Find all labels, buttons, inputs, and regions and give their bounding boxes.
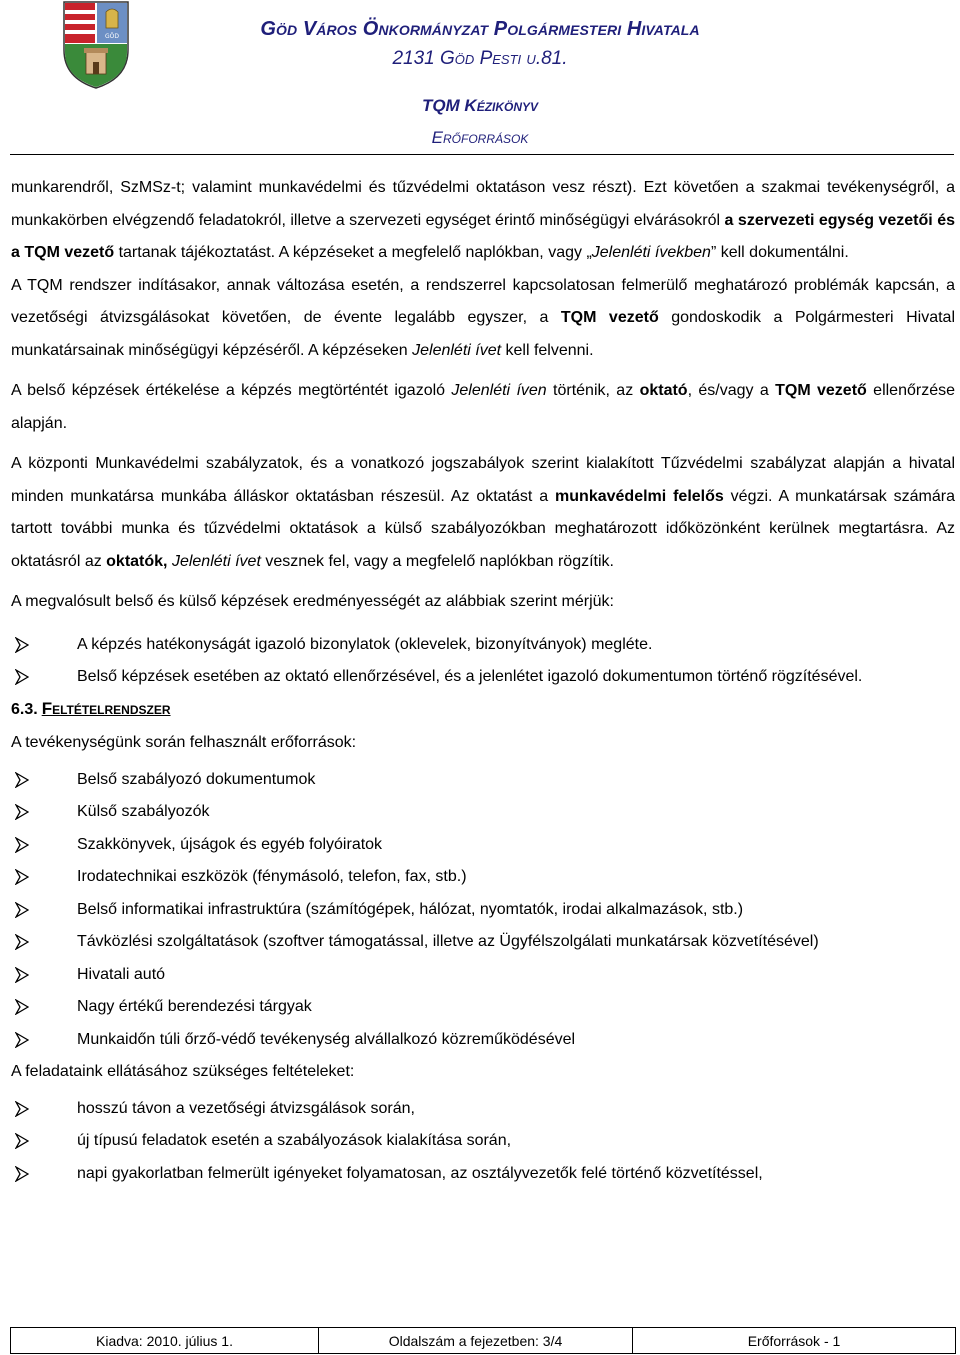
arrow-bullet-icon xyxy=(15,1133,29,1149)
list-item: hosszú távon a vezetőségi átvizsgálások során, xyxy=(11,1093,955,1126)
arrow-bullet-icon xyxy=(15,902,29,918)
arrow-bullet-icon xyxy=(15,999,29,1015)
footer-page-count: Oldalszám a fejezetben: 3/4 xyxy=(319,1328,633,1353)
arrow-bullet-icon xyxy=(15,967,29,983)
list-item: Munkaidőn túli őrző-védő tevékenység alvállalkozó közreműködésével xyxy=(11,1024,955,1057)
arrow-bullet-icon xyxy=(15,837,29,853)
page-body xyxy=(11,172,955,1190)
paragraph-effectiveness: A megvalósult belső és külső képzések eredményességét az alábbiak szerint mérjük: xyxy=(11,593,614,610)
chapter-title: Erőforrások xyxy=(431,128,529,147)
list-item: Külső szabályozók xyxy=(11,796,955,829)
list-item: Távközlési szolgáltatások (szoftver támogatással, illetve az Ügyfélszolgálati munkatársak közvetítésével) xyxy=(11,926,955,959)
arrow-bullet-icon xyxy=(15,637,29,653)
list-item: Belső képzések esetében az oktató ellenőrzésével, és a jelenlétet igazoló dokumentumon történő rögzítésével. xyxy=(11,661,955,693)
arrow-bullet-icon xyxy=(15,934,29,950)
section-title: Feltételrendszer xyxy=(41,699,171,718)
header-divider xyxy=(10,154,954,155)
arrow-bullet-icon xyxy=(15,1101,29,1117)
manual-title: TQM Kézikönyv xyxy=(421,96,539,115)
resources-list xyxy=(11,764,955,1057)
arrow-bullet-icon xyxy=(15,1032,29,1048)
list-item: új típusú feladatok esetén a szabályozások kialakítása során, xyxy=(11,1125,955,1158)
arrow-bullet-icon xyxy=(15,1166,29,1182)
effectiveness-list xyxy=(11,629,955,694)
list-item: Belső informatikai infrastruktúra (számítógépek, hálózat, nyomtatók, irodai alkalmazások, stb.) xyxy=(11,894,955,927)
footer-chapter-page: Erőforrások - 1 xyxy=(747,1332,841,1349)
town-crest-logo xyxy=(62,0,130,90)
arrow-bullet-icon xyxy=(15,669,29,685)
list-item: Hivatali autó xyxy=(11,959,955,992)
conditions-list xyxy=(11,1093,955,1191)
list-item: A képzés hatékonyságát igazoló bizonylatok (oklevelek, bizonyítványok) megléte. xyxy=(11,629,955,662)
list-item: Nagy értékű berendezési tárgyak xyxy=(11,991,955,1024)
list-item: Belső szabályozó dokumentumok xyxy=(11,764,955,797)
arrow-bullet-icon xyxy=(15,869,29,885)
list-item: napi gyakorlatban felmerült igényeket folyamatosan, az osztályvezetők felé történő közvetítéssel, xyxy=(11,1158,955,1191)
page-header xyxy=(0,0,960,160)
organization-name: Göd Város Önkormányzat Polgármesteri Hivatala xyxy=(260,18,700,40)
svg-text:GÖD: GÖD xyxy=(105,33,119,40)
arrow-bullet-icon xyxy=(15,804,29,820)
paragraph-internal-evaluation: A belső képzések értékelése a képzés megtörténtét igazoló Jelenléti íven történik, az oktató, és/vagy a TQM vezető ellenőrzése alapján. xyxy=(11,382,955,432)
list-item: Irodatechnikai eszközök (fénymásoló, telefon, fax, stb.) xyxy=(11,861,955,894)
list-item: Szakkönyvek, újságok és egyéb folyóiratok xyxy=(11,829,955,862)
footer-issue-date: Kiadva: 2010. július 1. xyxy=(11,1328,319,1353)
organization-address: 2131 Göd Pesti u.81. xyxy=(392,48,568,69)
paragraph-tqm-training: A TQM rendszer indításakor, annak változása esetén, a rendszerrel kapcsolatosan felmerülő meghatározó problémák kapcsán, a vezetőségi átvizsgálásokat követően, de évente legalább egyszer, a TQM vezető gondoskodik a Polgármesteri Hivatal munkatársainak minőségügyi képzéséről. A képzéseken Jelenléti ívet kell felvenni. xyxy=(11,276,955,359)
page-footer xyxy=(10,1327,956,1354)
conditions-intro: A feladataink ellátásához szükséges feltételeket: xyxy=(11,1063,355,1080)
section-number: 6.3. xyxy=(11,701,38,718)
paragraph-safety-training: A központi Munkavédelmi szabályzatok, és a vonatkozó jogszabályok szerint kialakított Tűzvédelmi szabályzat alapján a hivatal minden munkatársa munkába álláskor oktatásban részesül. Az oktatást a munkavédelmi felelős végzi. A munkatársak számára tartott további munka és tűzvédelmi oktatások a külső szabályozókban meghatározott időközönként kerülnek megtartásra. Az oktatásról az oktatók, Jelenléti ívet vesznek fel, vagy a megfelelő naplókban rögzítik. xyxy=(11,455,955,570)
paragraph-onboarding: munkarendről, SzMSz-t; valamint munkavédelmi és tűzvédelmi oktatáson vesz részt). Ezt követően a szakmai tevékenységről, a munkakörben elvégzendő feladatokról, illetve a szervezeti egységet érintő minőségügyi elvárásokról a szervezeti egység vezetői és a TQM vezető tartanak tájékoztatást. A képzéseket a megfelelő naplókban, vagy „Jelenléti ívekben” kell dokumentálni. xyxy=(11,179,956,261)
resources-intro: A tevékenységünk során felhasznált erőforrások: xyxy=(11,734,357,751)
section-heading xyxy=(11,699,955,719)
arrow-bullet-icon xyxy=(15,772,29,788)
